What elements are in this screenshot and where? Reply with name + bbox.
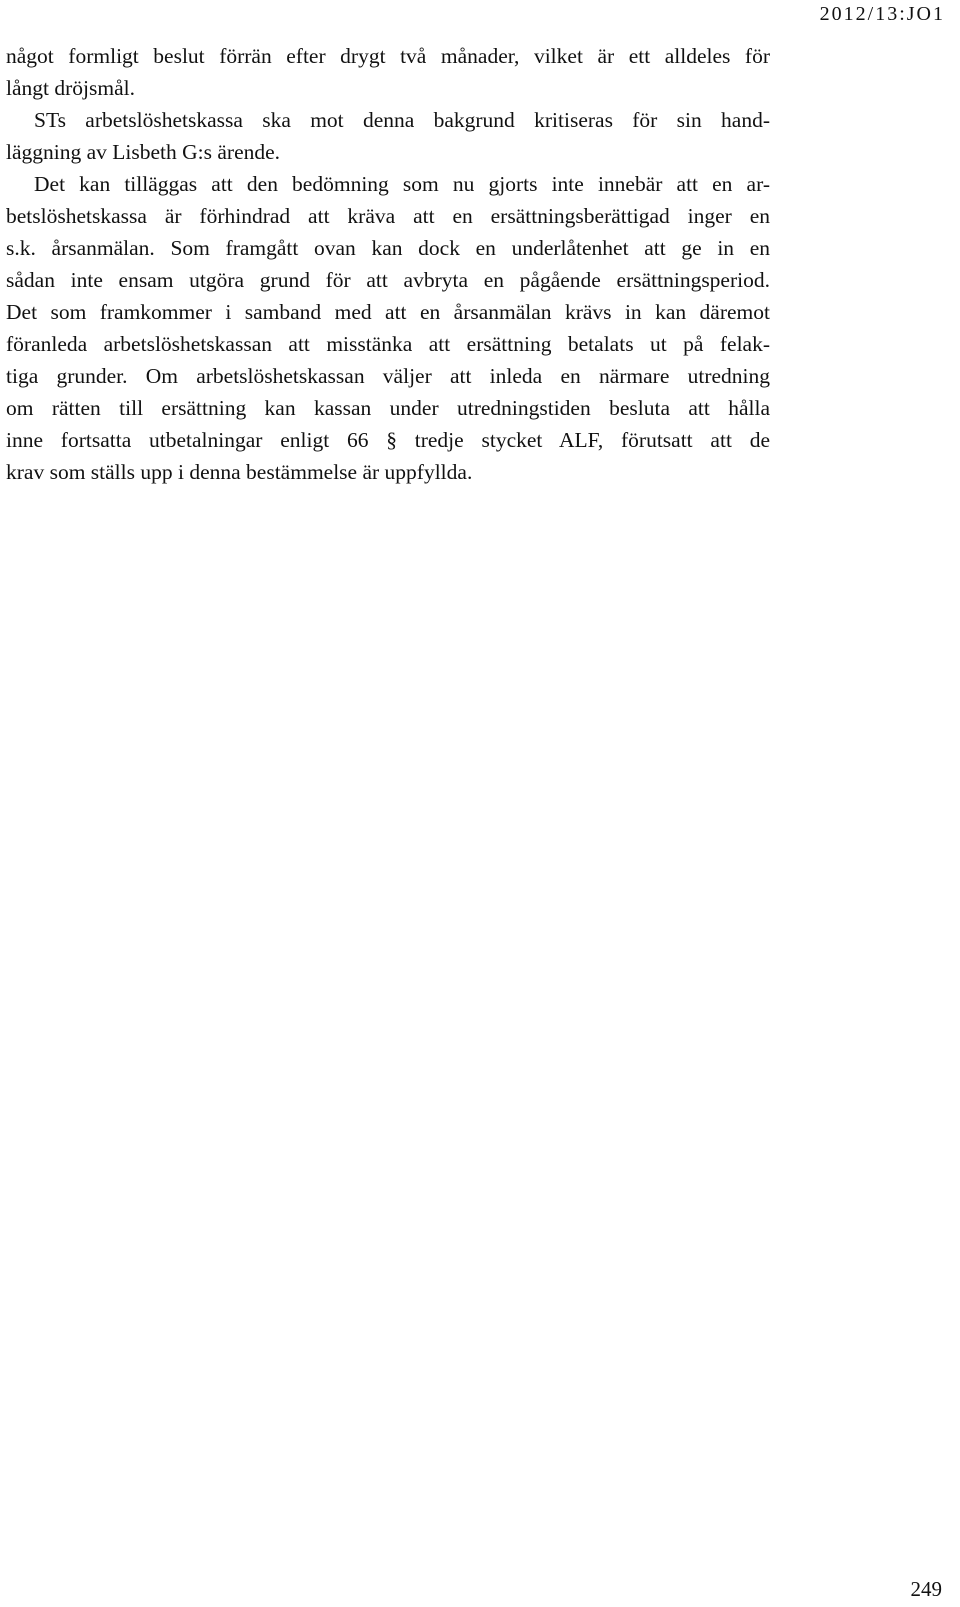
text-line: Det som framkommer i samband med att en årsanmälan krävs in kan däremot (6, 300, 770, 324)
text-line: långt dröjsmål. (6, 76, 135, 100)
text-line: s.k. årsanmälan. Som framgått ovan kan dock en underlåtenhet att ge in en (6, 236, 770, 260)
text-line: om rätten till ersättning kan kassan under utredningstiden besluta att hålla (6, 396, 770, 420)
page-number: 249 (910, 1577, 942, 1601)
text-line: föranleda arbetslöshetskassan att misstänka att ersättning betalats ut på felak- (6, 332, 770, 356)
text-line: sådan inte ensam utgöra grund för att avbryta en pågående ersättningsperiod. (6, 268, 770, 292)
text-line: inne fortsatta utbetalningar enligt 66 § tredje stycket ALF, förutsatt att de (6, 428, 770, 452)
text-line: något formligt beslut förrän efter drygt två månader, vilket är ett alldeles för (6, 44, 770, 68)
document-reference: 2012/13:JO1 (819, 3, 945, 25)
text-line: läggning av Lisbeth G:s ärende. (6, 140, 281, 164)
text-line: krav som ställs upp i denna bestämmelse är uppfyllda. (6, 460, 473, 484)
text-line: betslöshetskassa är förhindrad att kräva att en ersättningsberättigad inger en (6, 204, 770, 228)
text-line: Det kan tilläggas att den bedömning som nu gjorts inte innebär att en ar- (34, 172, 770, 196)
text-line: tiga grunder. Om arbetslöshetskassan väljer att inleda en närmare utredning (6, 364, 770, 388)
body-text (6, 40, 770, 488)
text-line: STs arbetslöshetskassa ska mot denna bakgrund kritiseras för sin hand- (34, 108, 770, 132)
